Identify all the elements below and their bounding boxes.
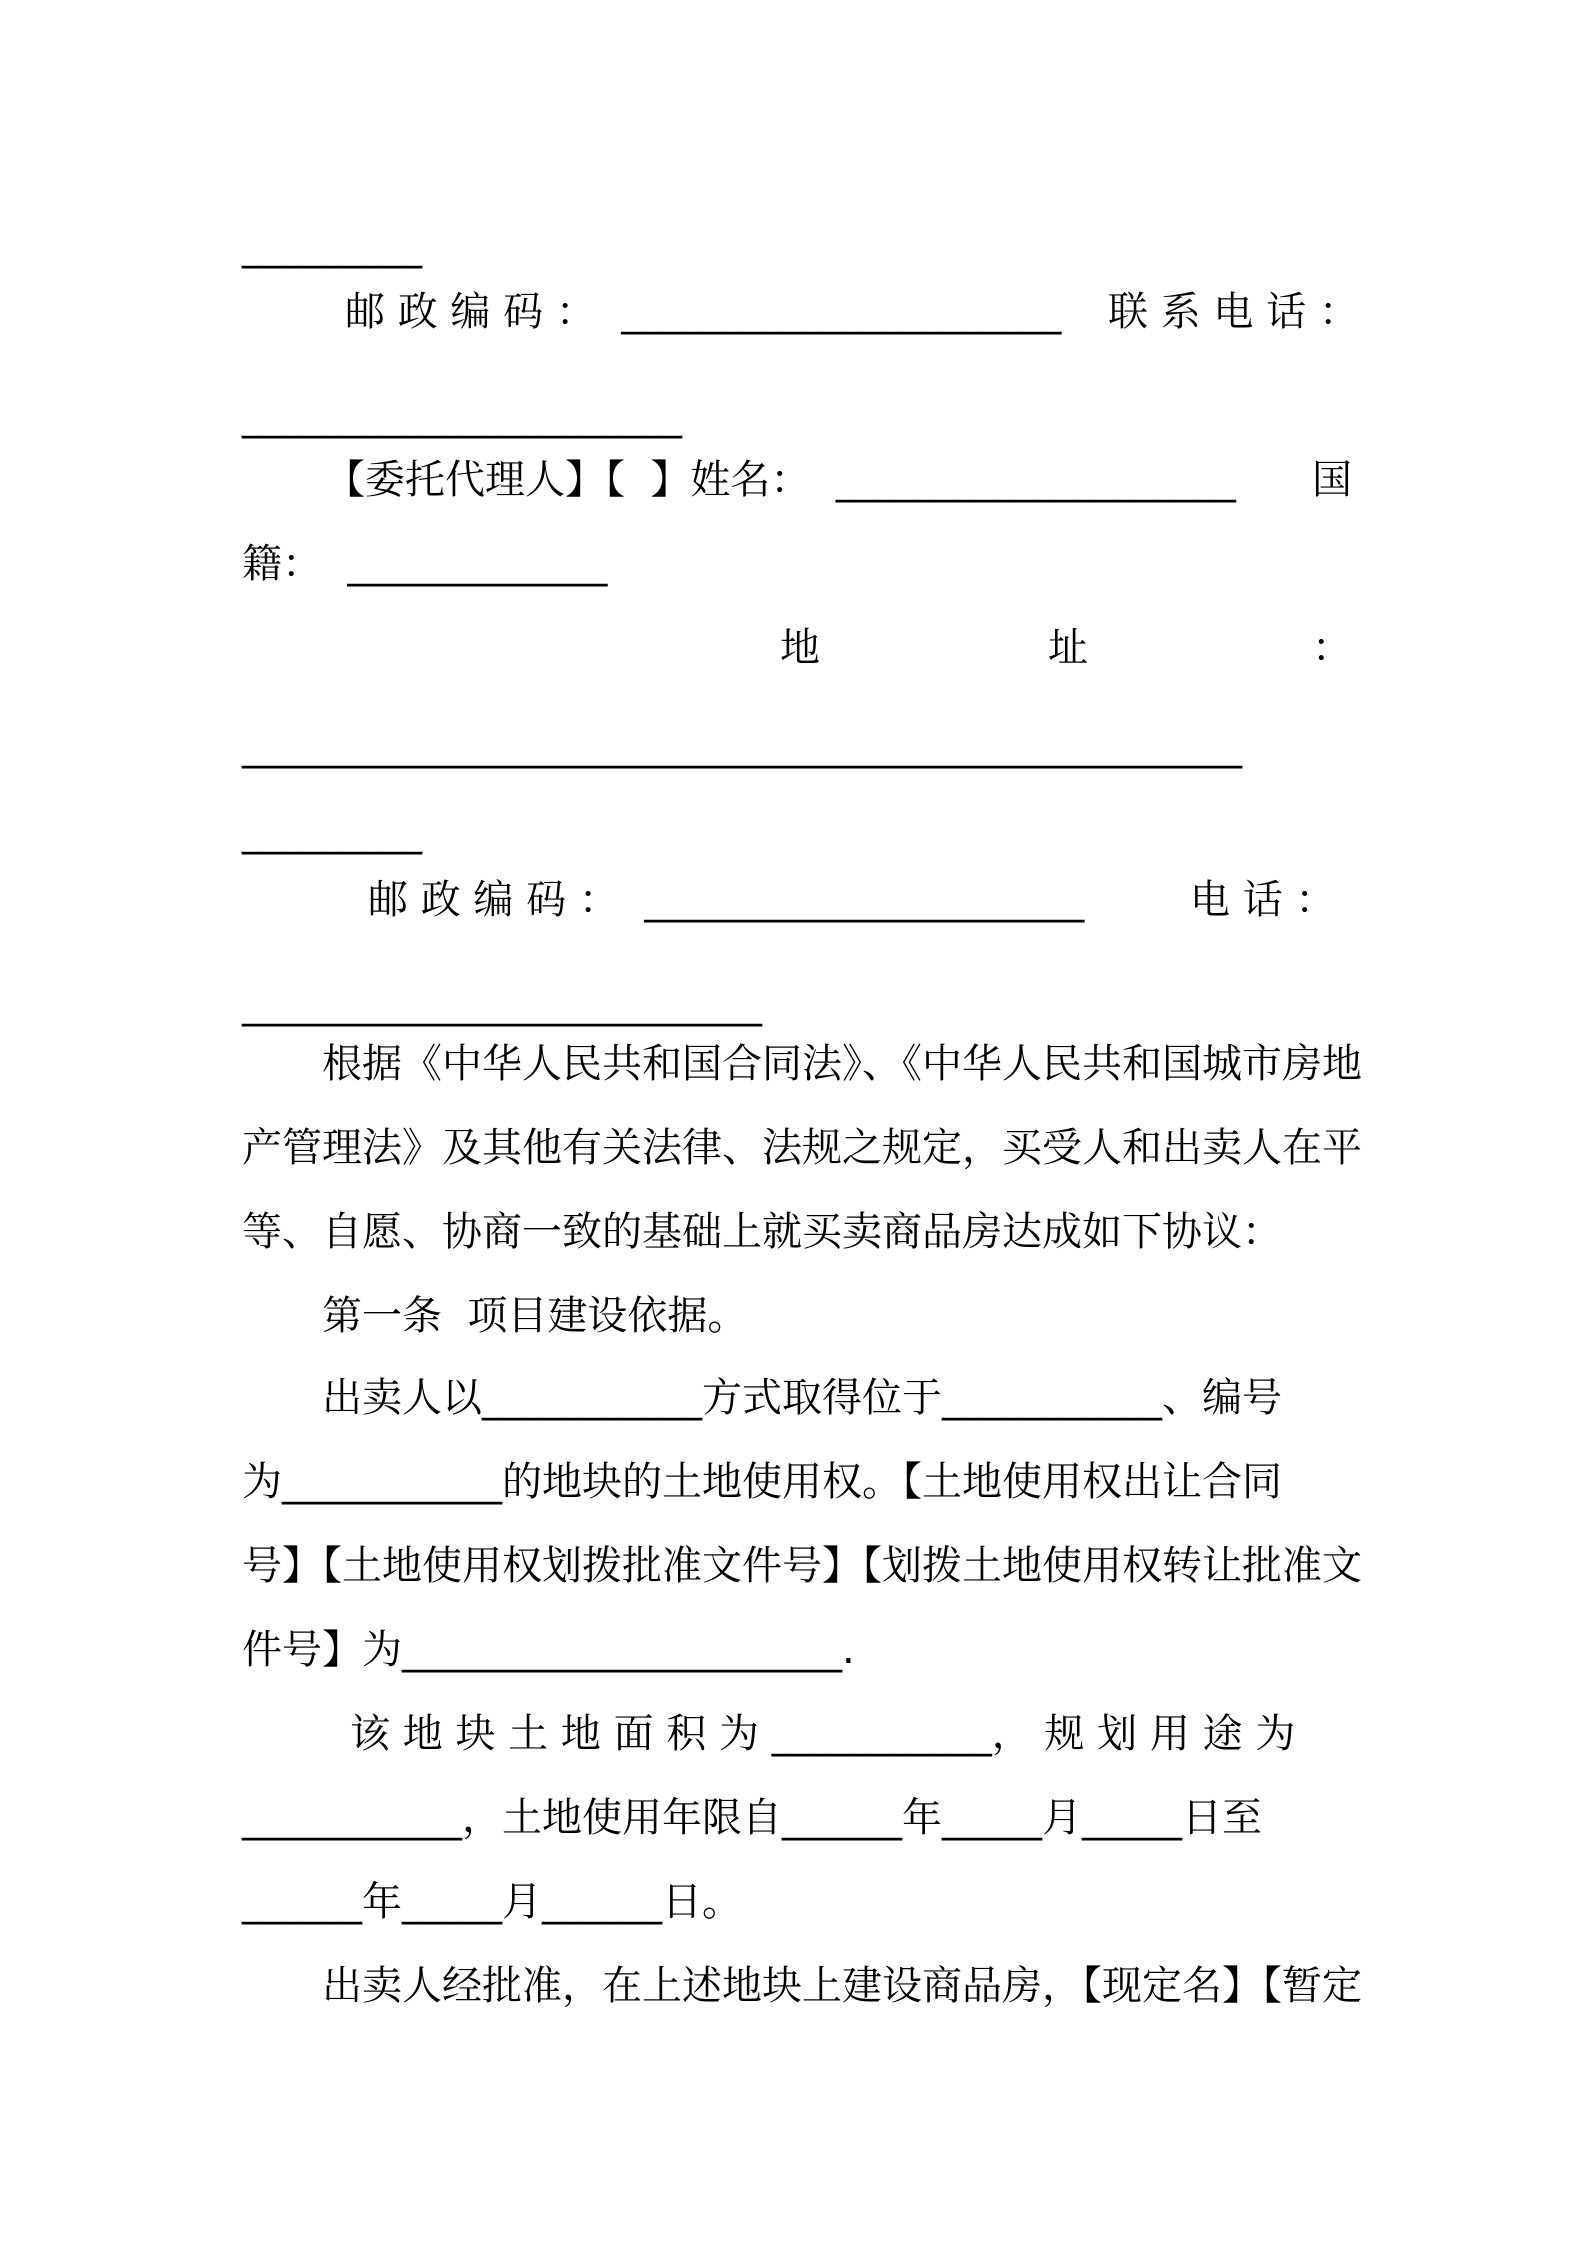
address-label-char2: 址 xyxy=(1048,625,1088,671)
postal-code-label: 邮 政 编 码 ： ______________________ xyxy=(345,289,1062,335)
address-blank: __________________________________________________ xyxy=(242,723,1242,769)
preamble-line-3: 等、自愿、协商一致的基础上就买卖商品房达成如下协议： xyxy=(242,1209,1282,1255)
address-label-colon: ： xyxy=(1312,625,1352,671)
land-area-line-2: ___________，土地使用年限自______年_____月_____日至 xyxy=(242,1795,1262,1841)
nationality-label-start: 国 xyxy=(1312,457,1352,503)
address-label-char1: 地 xyxy=(780,625,820,671)
article-1-para-line-4: 件号】为______________________. xyxy=(242,1627,855,1673)
contact-phone-label: 联 系 电 话 ： xyxy=(1108,289,1359,335)
postal-code-label-2: 邮 政 编 码 ： ______________________ xyxy=(368,877,1085,923)
article-1-para-line-3: 号】【土地使用权划拨批准文件号】【划拨土地使用权转让批准文 xyxy=(242,1543,1362,1589)
construction-line-1: 出卖人经批准，在上述地块上建设商品房，【现定名】【暂定 xyxy=(322,1963,1362,2009)
agent-name-line: 【委托代理人】【 】姓名： ____________________ xyxy=(325,457,1236,503)
phone-blank: ______________________ xyxy=(242,393,682,439)
address-blank-continued: _________ xyxy=(242,809,422,855)
nationality-line: 籍： _____________ xyxy=(242,541,608,587)
phone-blank-2: __________________________ xyxy=(242,981,762,1027)
land-area-line-3: ______年_____月______日。 xyxy=(242,1879,742,1925)
article-1-para-line-2: 为___________的地块的土地使用权。【土地使用权出让合同 xyxy=(242,1459,1282,1505)
land-area-line-1: 该 地 块 土 地 面 积 为 ___________， 规 划 用 途 为 xyxy=(350,1711,1296,1757)
underline-continuation: _________ xyxy=(242,223,422,269)
article-1-para-line-1: 出卖人以___________方式取得位于___________、编号 xyxy=(322,1375,1282,1421)
preamble-line-2: 产管理法》及其他有关法律、法规之规定，买受人和出卖人在平 xyxy=(242,1125,1362,1171)
preamble-line-1: 根据《中华人民共和国合同法》、《中华人民共和国城市房地 xyxy=(322,1041,1362,1087)
phone-label-2: 电 话 ： xyxy=(1190,877,1336,923)
article-1-heading: 第一条 项目建设依据。 xyxy=(322,1293,748,1339)
